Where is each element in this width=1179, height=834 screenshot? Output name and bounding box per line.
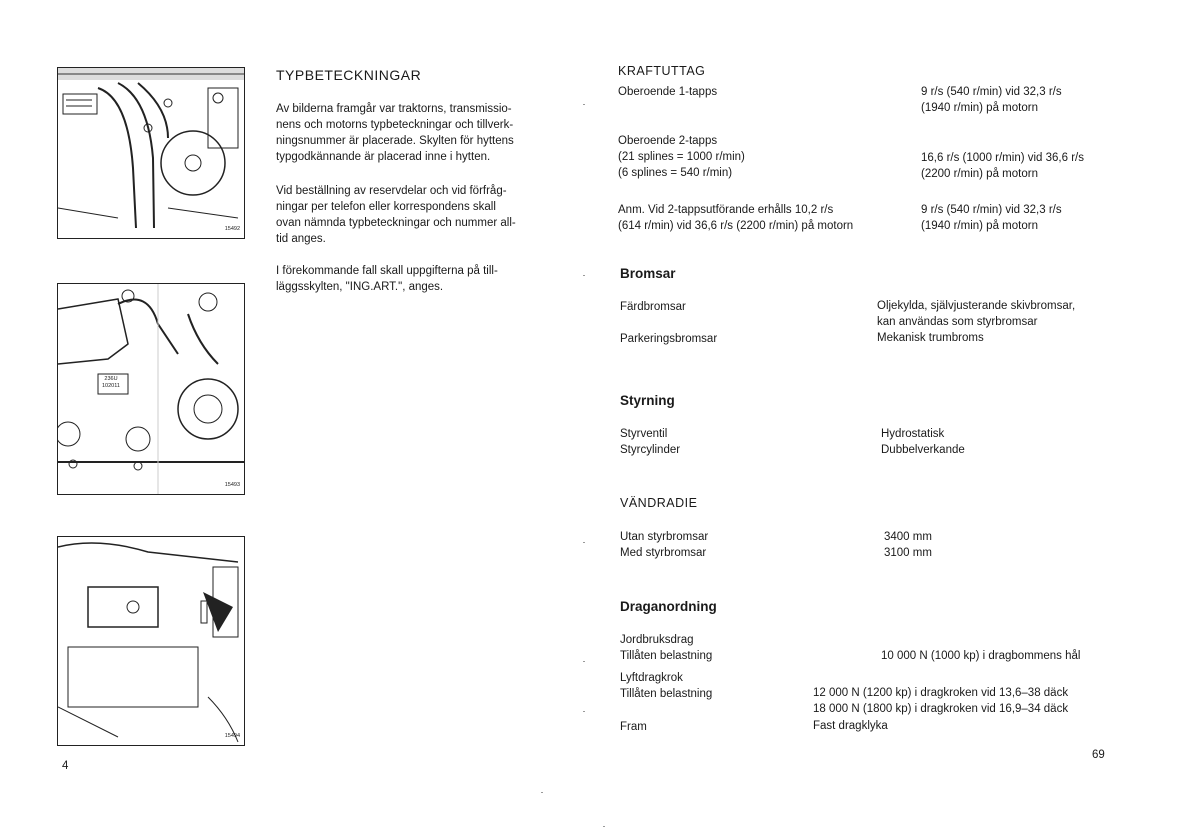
figure-number: 15493 [224,482,240,488]
turning-with-brakes-value: 3100 mm [884,547,932,559]
scan-speck [583,542,585,543]
brakes-service-label: Färdbromsar [620,301,686,313]
figure-engine-type-plate [57,67,245,239]
scan-speck [583,711,585,712]
paragraph-2: Vid beställning av reservdelar och vid förfråg- ningar per telefon eller korrespondens skall ovan nämnda typbeteckningar och nummer all- tid anges. [276,185,516,245]
pto-2-tapps-label: Oberoende 2-tapps (21 splines = 1000 r/min) (6 splines = 540 r/min) [618,135,745,179]
lift-hook-label: Lyftdragkrok [620,672,683,684]
steering-cylinder-value: Dubbelverkande [881,444,965,456]
turning-without-brakes-value: 3400 mm [884,531,932,543]
section-heading-styrning: Styrning [620,393,675,408]
pto-1-tapps-value: 9 r/s (540 r/min) vid 32,3 r/s (1940 r/min) på motorn [921,86,1062,114]
lift-hook-load-label: Tillåten belastning [620,688,713,700]
page-number-right: 69 [1092,749,1105,761]
steering-cylinder-label: Styrcylinder [620,444,681,456]
pto-2-tapps-value: 16,6 r/s (1000 r/min) vid 36,6 r/s (2200 r/min) på motorn [921,152,1084,180]
scan-speck [583,275,585,276]
page-number-left: 4 [62,760,69,772]
plate-line-2: 102011 [102,383,120,389]
section-heading-typbeteckningar: TYPBETECKNINGAR [276,67,422,83]
drawbar-load-value: 10 000 N (1000 kp) i dragbommens hål [881,650,1081,662]
steering-valve-label: Styrventil [620,428,668,440]
section-heading-kraftuttag: KRAFTUTTAG [618,64,706,78]
figure-cab-approval-plate [57,536,245,746]
lift-hook-load-value: 12 000 N (1200 kp) i dragkroken vid 13,6–38 däck 18 000 N (1800 kp) i dragkroken vid 16,9–34 däck [813,687,1069,715]
scan-speck [603,826,605,827]
scan-speck [541,792,543,793]
pto-note-value: 9 r/s (540 r/min) vid 32,3 r/s (1940 r/min) på motorn [921,204,1062,232]
front-hitch-value: Fast dragklyka [813,720,888,732]
turning-without-brakes-label: Utan styrbromsar [620,531,709,543]
plate-line-1: 236U [104,376,118,382]
drawbar-load-label: Tillåten belastning [620,650,713,662]
figure-number: 15494 [224,733,240,739]
figure-number: 15492 [224,226,240,232]
pto-note-label: Anm. Vid 2-tappsutförande erhålls 10,2 r/s (614 r/min) vid 36,6 r/s (2200 r/min) på motorn [618,204,854,232]
section-heading-bromsar: Bromsar [620,266,676,281]
drawbar-label: Jordbruksdrag [620,634,694,646]
figure-transmission-type-plate [57,283,245,495]
section-heading-draganordning: Draganordning [620,599,717,614]
front-hitch-label: Fram [620,721,647,733]
turning-with-brakes-label: Med styrbromsar [620,547,707,559]
scan-speck [583,661,585,662]
paragraph-3: I förekommande fall skall uppgifterna på till- läggsskylten, "ING.ART.", anges. [276,265,498,293]
pto-1-tapps-label: Oberoende 1-tapps [618,86,718,98]
paragraph-1: Av bilderna framgår var traktorns, transmissio- nens och motorns typbeteckningar och tillverk- ningsnummer är placerade. Skylten för hyttens typgodkännande är placerad inne i hytten. [276,103,514,163]
brakes-parking-label: Parkeringsbromsar [620,333,718,345]
scan-speck [583,104,585,105]
section-heading-vandradie: VÄNDRADIE [620,496,698,510]
brakes-service-value: Oljekylda, självjusterande skivbromsar, kan användas som styrbromsar [877,300,1076,328]
steering-valve-value: Hydrostatisk [881,428,945,440]
brakes-parking-value: Mekanisk trumbroms [877,332,984,344]
